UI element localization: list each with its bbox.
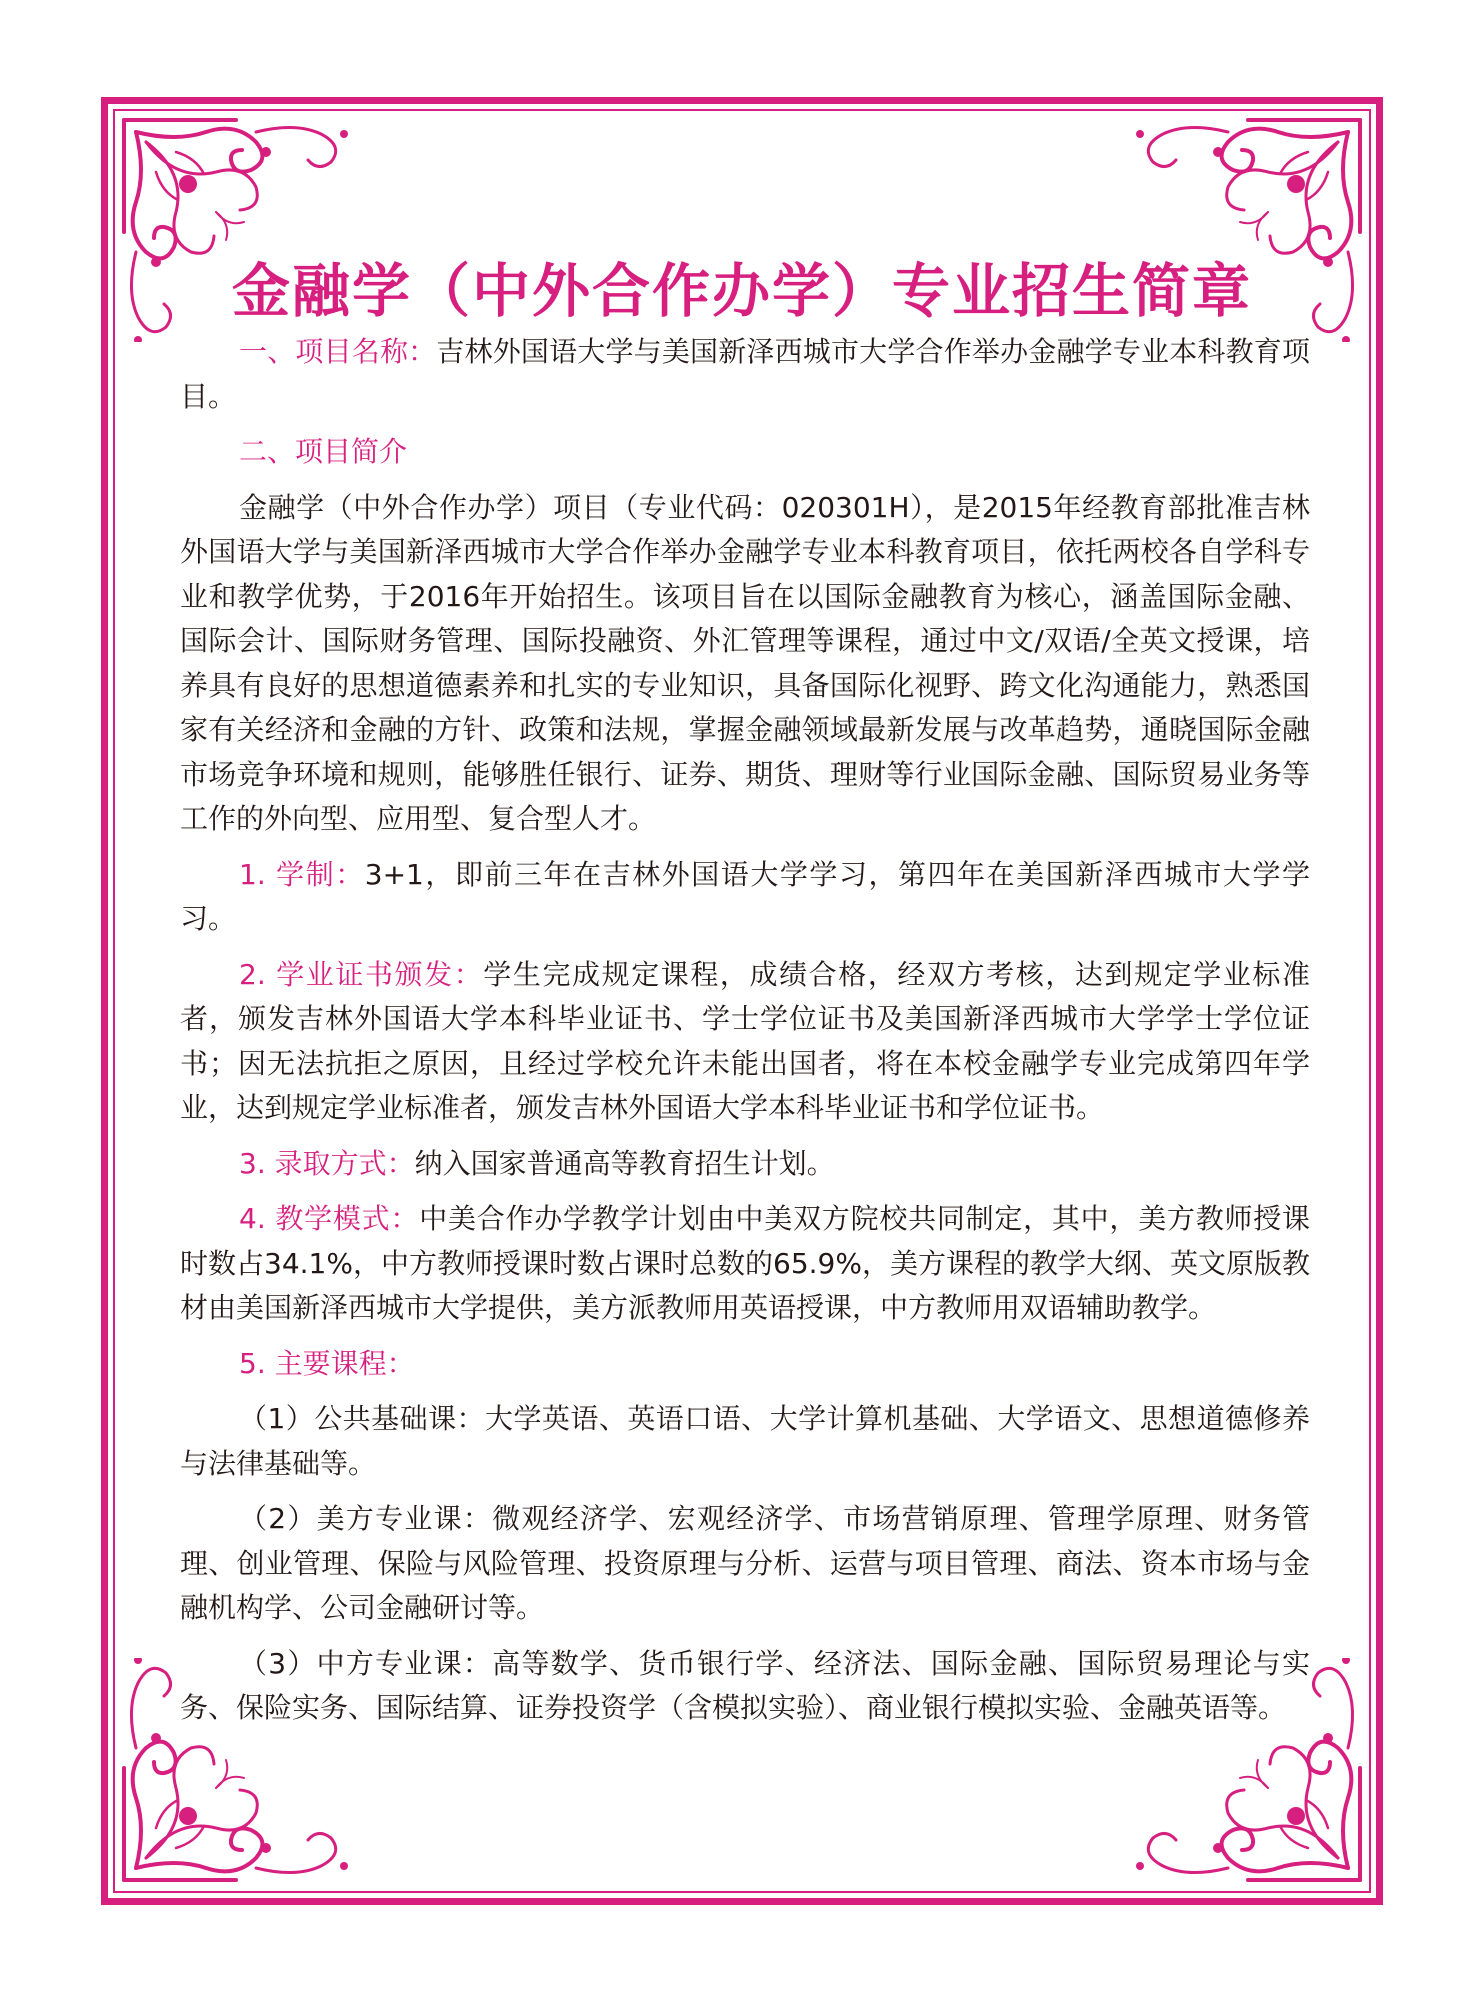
section-text: 纳入国家普通高等教育招生计划。: [414, 1146, 835, 1180]
intro-paragraph: 金融学（中外合作办学）项目（专业代码：020301H），是2015年经教育部批准吉林外国语大学与美国新泽西城市大学合作举办金融学专业本科教育项目，依托两校各自学科专业和教学优势，于2016年开始招生。该项目旨在以国际金融教育为核心，涵盖国际金融、国际会计、国际财务管理、国际投融资、外汇管理等课程，通过中文/双语/全英文授课，培养具有良好的思想道德素养和扎实的专业知识，具备国际化视野、跨文化沟通能力，熟悉国家有关经济和金融的方针、政策和法规，掌握金融领域最新发展与改革趋势，通晓国际金融市场竞争环境和规则，能够胜任银行、证券、期货、理财等行业国际金融、国际贸易业务等工作的外向型、应用型、复合型人才。: [180, 490, 1310, 835]
section-certificate: [180, 953, 1310, 1131]
course-item-cn: （3）中方专业课：高等数学、货币银行学、经济法、国际金融、国际贸易理论与实务、保险实务、国际结算、证券投资学（含模拟实验）、商业银行模拟实验、金融英语等。: [180, 1646, 1310, 1724]
section-heading: 2. 学业证书颁发：: [239, 957, 484, 991]
section-heading: 一、项目名称：: [239, 335, 437, 368]
section-text: 3+1，即前三年在吉林外国语大学学习，第四年在美国新泽西城市大学学习。: [180, 857, 1311, 935]
section-heading: 5. 主要课程：: [239, 1346, 415, 1380]
section-heading: 4. 教学模式：: [239, 1202, 420, 1235]
section-text: 中美合作办学教学计划由中美双方院校共同制定，其中，美方教师授课时数占34.1%，中方教师授课时数占课时总数的65.9%，美方课程的教学大纲、英文原版教材由美国新泽西城市大学提供，美方派教师用英语授课，中方教师用双语辅助教学。: [180, 1202, 1310, 1324]
section-text: 吉林外国语大学与美国新泽西城市大学合作举办金融学专业本科教育项目。: [180, 335, 1310, 413]
section-admission: [180, 1142, 1310, 1187]
section-heading: 3. 录取方式：: [239, 1146, 415, 1180]
section-heading: 二、项目简介: [239, 435, 408, 468]
section-project-name: [180, 330, 1310, 419]
page-title: 金融学（中外合作办学）专业招生简章: [231, 256, 1252, 325]
section-text: 学生完成规定课程，成绩合格，经双方考核，达到规定学业标准者，颁发吉林外国语大学本科毕业证书、学士学位证书及美国新泽西城市大学学士学位证书；因无法抗拒之原因，且经过学校允许未能出国者，将在本校金融学专业完成第四年学业，达到规定学业标准者，颁发吉林外国语大学本科毕业证书和学位证书。: [180, 957, 1310, 1124]
section-system: [180, 853, 1310, 942]
section-teaching: [180, 1197, 1310, 1331]
section-project-intro: [180, 430, 1310, 475]
document-body: [180, 330, 1310, 1742]
section-heading: 1. 学制：: [239, 857, 365, 891]
section-courses: [180, 1342, 1310, 1387]
course-item-us: （2）美方专业课：微观经济学、宏观经济学、市场营销原理、管理学原理、财务管理、创业管理、保险与风险管理、投资原理与分析、运营与项目管理、商法、资本市场与金融机构学、公司金融研讨等。: [180, 1502, 1310, 1624]
course-item-public: （1）公共基础课：大学英语、英语口语、大学计算机基础、大学语文、思想道德修养与法律基础等。: [180, 1402, 1310, 1480]
